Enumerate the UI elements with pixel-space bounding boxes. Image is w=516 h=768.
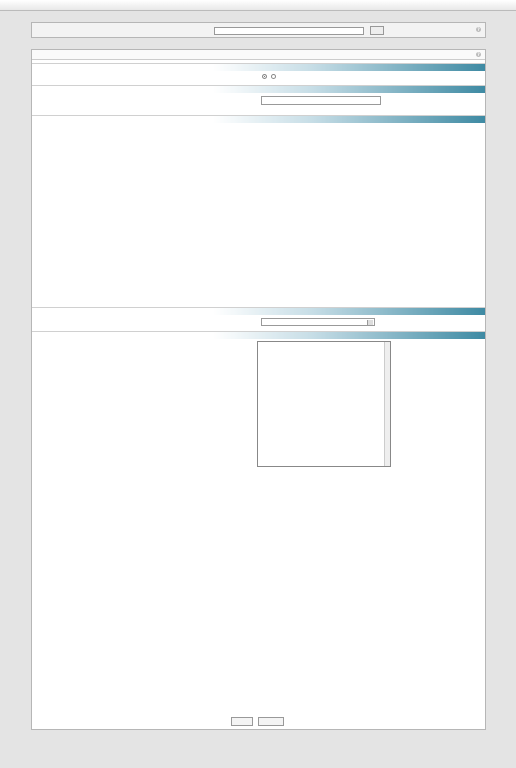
forums-multiselect[interactable] xyxy=(257,341,391,467)
page-header xyxy=(0,0,516,11)
setting-enable xyxy=(32,63,485,85)
help-icon: ? xyxy=(477,52,480,57)
yes-no-radio[interactable] xyxy=(262,74,278,80)
setting-selected-forums xyxy=(32,331,485,469)
form-buttons xyxy=(32,716,485,728)
help-link[interactable] xyxy=(467,27,481,33)
go-button[interactable] xyxy=(370,26,384,35)
setting-group-bar xyxy=(31,22,486,38)
save-button[interactable] xyxy=(231,717,253,726)
setting-description xyxy=(34,95,254,101)
settings-panel xyxy=(31,49,486,730)
radio-no-icon[interactable] xyxy=(271,74,276,79)
setting-group-select[interactable] xyxy=(214,27,364,35)
setting-guests xyxy=(32,85,485,115)
setting-which-forums xyxy=(32,307,485,330)
reset-button[interactable] xyxy=(258,717,284,726)
settings-help-link[interactable] xyxy=(467,52,481,58)
guests-word-input[interactable] xyxy=(261,96,381,105)
radio-yes-icon[interactable] xyxy=(262,74,267,79)
setting-immune-usergroups xyxy=(32,115,485,306)
help-icon: ? xyxy=(477,27,480,32)
listbox-scrollbar[interactable] xyxy=(384,342,390,466)
settings-header xyxy=(32,50,485,60)
forum-scope-select[interactable] xyxy=(261,318,375,326)
